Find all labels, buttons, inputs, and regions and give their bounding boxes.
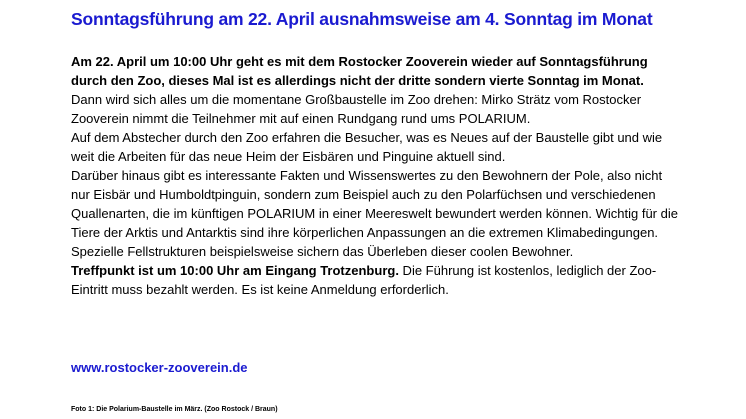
paragraph: Auf dem Abstecher durch den Zoo erfahren die Besucher, was es Neues auf der Baustelle gibt und wie weit die Arbeiten für das neue Heim der Eisbären und Pinguine aktuell sind. xyxy=(71,130,663,164)
paragraph: Dann wird sich alles um die momentane Großbaustelle im Zoo drehen: Mirko Strätz vom Rostocker Zooverein nimmt die Teilnehmer mit auf einen Rundgang rund ums POLARIUM. xyxy=(71,92,642,126)
lead-paragraph: Am 22. April um 10:00 Uhr geht es mit dem Rostocker Zooverein wieder auf Sonntagsführung durch den Zoo, dieses Mal ist es allerdings nicht der dritte sondern vierte Sonntag im Monat. xyxy=(71,54,648,88)
website-link[interactable]: www.rostocker-zooverein.de xyxy=(71,360,248,375)
page-title: Sonntagsführung am 22. April ausnahmsweise am 4. Sonntag im Monat xyxy=(71,9,653,29)
meeting-details: Die Führung ist kostenlos, lediglich der Zoo-Eintritt muss bezahlt werden. Es ist keine Anmeldung erforderlich. xyxy=(71,263,657,297)
paragraph: Darüber hinaus gibt es interessante Fakten und Wissenswertes zu den Bewohnern der Pole, also nicht nur Eisbär und Humboldtpinguin, sondern zum Beispiel auch zu den Polarfüchsen und verschiedenen Quallenarten, die im künftigen POLARIUM in einer Meereswelt bewundert werden können. Wichtig für die Tiere der Arktis und Antarktis sind ihre körperlichen Anpassungen an die extremen Klimabedingungen. Spezielle Fellstrukturen beispielsweise sichern das Überleben dieser coolen Bewohner. xyxy=(71,168,678,259)
photo-caption: Foto 1: Die Polarium-Baustelle im März. (Zoo Rostock / Braun) xyxy=(71,406,278,413)
meeting-paragraph xyxy=(71,261,681,299)
article-body xyxy=(71,52,681,299)
meeting-point: Treffpunkt ist um 10:00 Uhr am Eingang Trotzenburg. xyxy=(71,263,399,278)
